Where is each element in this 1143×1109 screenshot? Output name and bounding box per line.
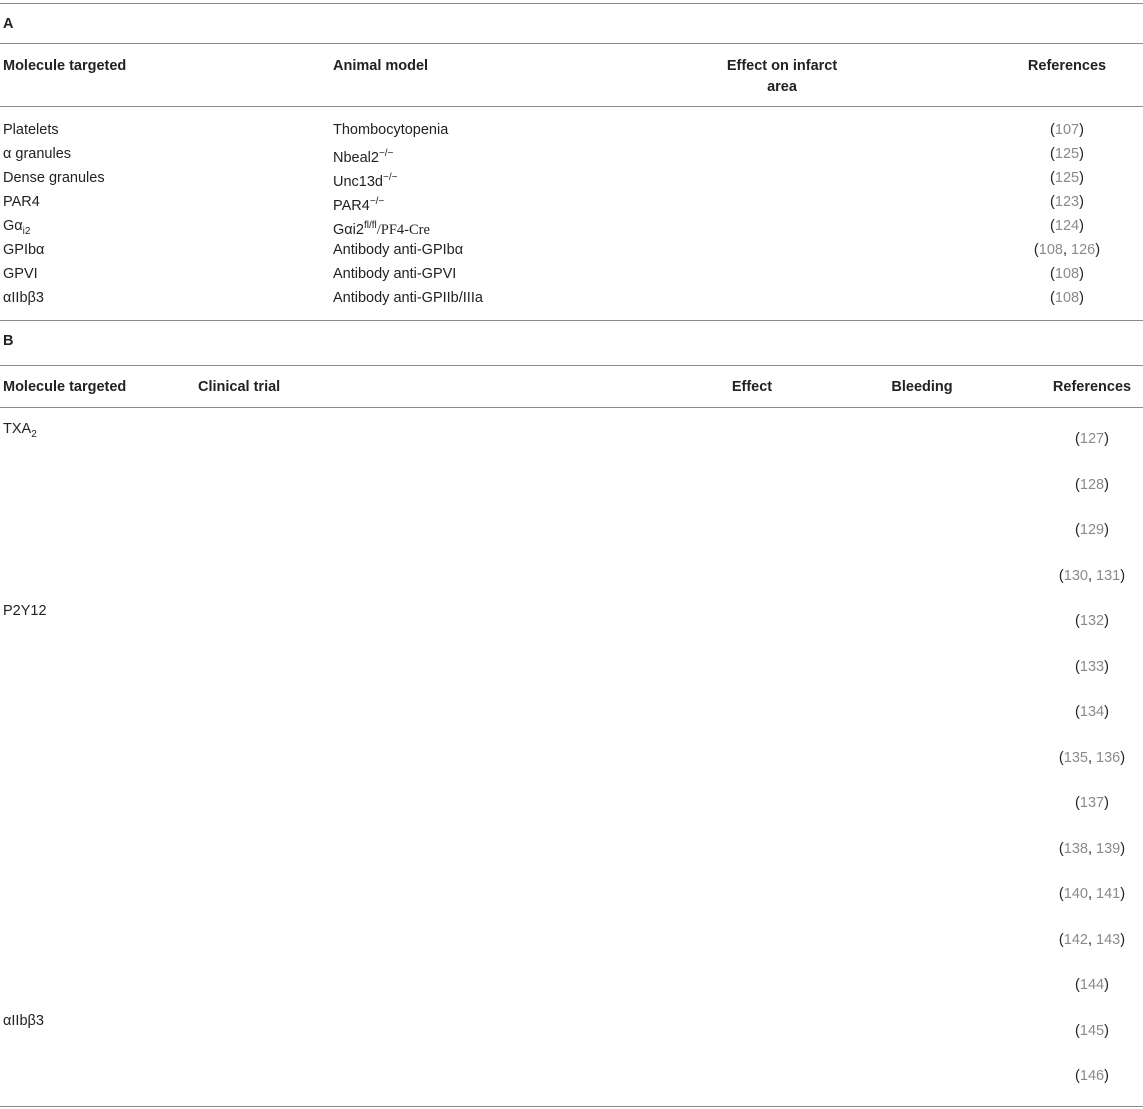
reference-link: 134 [1079,704,1105,720]
reference-link: 108 [1054,290,1080,306]
reference-cell: (135, 136) [1058,749,1126,766]
reference-link: 126 [1071,242,1096,258]
section-b-header-top-rule [0,365,1143,366]
b-header-trial: Clinical trial [198,379,281,395]
molecule-cell [3,288,44,308]
animal-model-cell [333,192,384,216]
animal-model-text: Antibody anti-GPIbα [333,242,464,258]
reference-cell: (146) [1075,1068,1109,1084]
molecule-text: TXA [3,421,32,437]
section-a-bottom-rule [0,320,1143,321]
animal-model-text: Antibody anti-GPIIb/IIIa [333,290,483,306]
animal-model-text: Thombocytopenia [333,122,449,138]
molecule-text: GPIbα [3,242,45,258]
reference-link: 130 [1063,567,1088,584]
animal-model-suffix: /PF4-Cre [376,221,430,238]
molecule-cell [3,601,47,621]
molecule-text: P2Y12 [3,603,47,619]
molecule-text: Gα [3,218,23,234]
molecule-cell [3,419,37,445]
animal-model-cell [333,240,463,260]
reference-link: 137 [1079,795,1105,811]
animal-model-superscript: fl/fl [363,220,377,231]
molecule-cell [3,1011,44,1031]
reference-link: 132 [1079,613,1105,629]
animal-model-text: Unc13d [333,173,383,190]
reference-cell: (127) [1075,431,1109,447]
top-rule [0,3,1143,4]
animal-model-cell [333,288,483,308]
molecule-cell [3,168,105,188]
molecule-text: Platelets [3,122,59,138]
reference-link: 141 [1096,886,1121,902]
reference-cell: (137) [1075,795,1109,811]
reference-link: 124 [1054,218,1080,234]
animal-model-superscript: −/− [369,196,385,207]
molecule-cell [3,216,30,242]
reference-link: 139 [1096,840,1121,857]
molecule-cell [3,264,38,284]
reference-cell: (130, 131) [1058,567,1126,584]
reference-link: 108 [1054,266,1080,282]
animal-model-text: PAR4 [333,197,370,214]
b-header-molecule: Molecule targeted [3,379,127,395]
animal-model-superscript: −/− [382,172,398,183]
reference-link: 107 [1054,122,1080,138]
reference-cell: (125) [1050,170,1084,186]
animal-model-cell [333,216,430,240]
molecule-text: Dense granules [3,170,105,186]
reference-cell: (142, 143) [1058,931,1126,948]
reference-link: 142 [1063,931,1088,948]
reference-link: 123 [1054,194,1080,210]
reference-link: 140 [1063,886,1088,902]
reference-link: 127 [1079,431,1105,447]
reference-link: 128 [1079,476,1105,493]
reference-link: 136 [1096,749,1121,766]
reference-cell: (140, 141) [1058,886,1126,902]
reference-cell: (145) [1075,1022,1109,1039]
reference-link: 129 [1079,522,1105,538]
molecule-text: αIIbβ3 [3,1012,44,1029]
reference-link: 133 [1079,658,1105,675]
reference-cell: (107) [1050,122,1084,138]
a-header-model: Animal model [333,58,429,74]
reference-link: 144 [1079,977,1105,993]
reference-link: 138 [1063,840,1088,857]
molecule-cell [3,192,40,212]
reference-cell: (144) [1075,977,1109,993]
reference-cell: (132) [1075,613,1109,629]
reference-cell: (125) [1050,146,1084,162]
reference-cell: (129) [1075,522,1109,538]
molecule-text: GPVI [3,266,38,282]
reference-link: 145 [1079,1022,1105,1039]
reference-cell: (108) [1050,290,1084,306]
animal-model-superscript: −/− [378,148,394,159]
reference-cell: (123) [1050,194,1084,210]
a-header-refs: References [1027,58,1107,74]
animal-model-cell [333,168,397,192]
animal-model-cell [333,144,393,168]
molecule-text: α granules [3,146,72,162]
reference-cell: (128) [1075,476,1109,493]
reference-cell: (133) [1075,658,1109,675]
reference-cell: (124) [1050,218,1084,234]
reference-link: 108 [1038,242,1063,258]
reference-link: 125 [1054,146,1080,162]
molecule-cell [3,144,71,164]
animal-model-text: Gαi2 [333,221,364,238]
reference-link: 131 [1096,567,1121,584]
reference-cell: (108) [1050,266,1084,282]
molecule-text: αIIbβ3 [3,290,44,306]
section-a-label: A [3,16,14,32]
b-header-effect: Effect [731,379,773,395]
molecule-cell [3,240,44,260]
reference-link: 146 [1079,1068,1105,1084]
animal-model-cell [333,120,448,140]
animal-model-text: Antibody anti-GPVI [333,266,457,282]
reference-link: 125 [1054,170,1080,186]
molecule-text: PAR4 [3,194,40,210]
bottom-rule [0,1106,1143,1107]
reference-cell: (108, 126) [1033,242,1101,258]
section-b-header-bottom-rule [0,407,1143,408]
section-a-header-bottom-rule [0,106,1143,107]
reference-cell: (138, 139) [1058,840,1126,857]
reference-link: 135 [1063,749,1088,766]
molecule-subscript: 2 [31,428,37,440]
a-header-effect: Effect on infarct area [726,58,838,95]
section-b-label: B [3,333,14,349]
section-a-header-top-rule [0,43,1143,44]
reference-link: 143 [1096,931,1121,948]
a-header-molecule: Molecule targeted [3,58,127,74]
molecule-cell [3,120,59,140]
molecule-subscript: i2 [22,225,31,237]
animal-model-text: Nbeal2 [333,149,379,166]
animal-model-cell [333,264,456,284]
b-header-bleeding: Bleeding [891,379,953,395]
b-header-refs: References [1052,379,1132,395]
reference-cell: (134) [1075,704,1109,720]
